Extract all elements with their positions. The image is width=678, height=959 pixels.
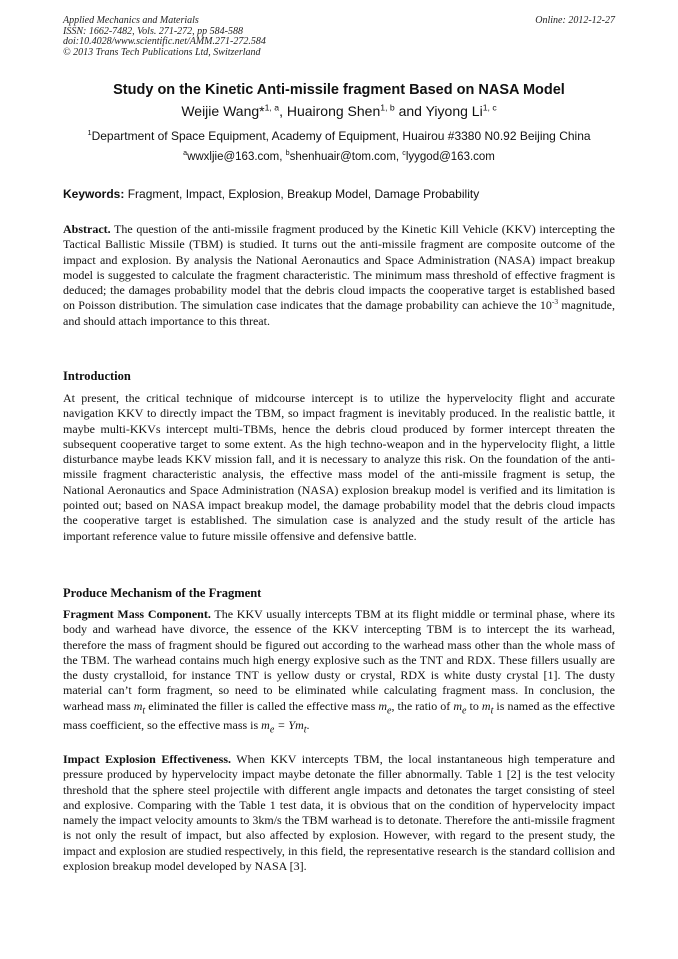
issn: ISSN: 1662-7482, Vols. 271-272, pp 584-588: [63, 25, 243, 37]
fmc-text-5: is named as the effective mass coefficient, so the effective mass is: [63, 698, 616, 733]
abstract: [63, 222, 615, 329]
email-b-sup: b: [285, 149, 290, 158]
equation: [261, 718, 307, 736]
online-date: Online: 2012-12-27: [535, 15, 615, 26]
math-mt-base: m: [133, 698, 143, 713]
abstract-text-1: The question of the anti-missile fragment produced by the Kinetic Kill Vehicle (KKV) intercepting the Tactical Ballistic Missile (TBM) is studied. It turns out the anti-missile fragment are composite outcome of the impact and explosion. By analysis the National Aeronautics and Space Administration (NASA) impact breakup model is suggested to calculate the fragment characteristic. The minimum mass threshold of effective fragment is deduced; the damages probability model that the debris cloud impacts the cooperative target is established based on Poisson distribution. The simulation case indicates that the damage probability can achieve the 10: [63, 222, 615, 313]
fmc-text-2: eliminated the filler is called the effective mass: [145, 698, 379, 713]
equation-rhs: = Ym: [274, 718, 304, 733]
authors: [40, 103, 638, 119]
email-c-sup: c: [402, 149, 406, 158]
keywords-label: Keywords:: [63, 187, 125, 201]
abstract-text-2: magnitude, and should attach importance to this threat.: [63, 298, 615, 328]
abstract-exponent: -3: [551, 297, 559, 307]
email-c: lyygod@163.com: [405, 151, 495, 163]
affiliation-text: Department of Space Equipment, Academy of Equipment, Huairou #3380 N0.92 Beijing China: [91, 129, 591, 143]
math-me-sub: e: [387, 705, 392, 717]
introduction-heading: Introduction: [63, 369, 131, 383]
iee-text: When KKV intercepts TBM, the local instantaneous high temperature and pressure produced by hypervelocity impact maybe detonate the filler abnormally. Table 1 [2] is the test velocity threshold that the sphere steel projectile with different angle impacts and detonates the target consisting of steel and explosive. Comparing with the Table 1 test data, it is obvious that on the condition of hypervelocity impact namely the impact velocity amounts to 3km/s the TBM warhead is to detonate. Therefore the anti-missile fragment is not only the result of impact, but also affected by explosion. However, with regard to the present study, the impact and explosion are studied respectively, in this field, the representative research is the standard collision and explosion breakup model developed by NASA [3].: [63, 752, 615, 874]
math-mt-2: [481, 698, 494, 717]
mechanism-heading: Produce Mechanism of the Fragment: [63, 586, 262, 600]
iee-label: Impact Explosion Effectiveness.: [63, 752, 232, 766]
doi: doi:10.4028/www.scientific.net/AMM.271-272.584: [63, 36, 266, 48]
math-me-2-base: m: [453, 698, 463, 713]
math-me: [378, 698, 392, 717]
fmc-text-6: .: [306, 718, 310, 733]
fmc-text-1: The KKV usually intercepts TBM at its flight middle or terminal phase, where its body and warhead have divorce, the essence of the KKV intercepting TBM is to intercept the its warhead, therefore the mass of fragment should be figured out according to the warhead mass other than the whole mass of the TBM. The warhead contains much high energy explosive such as the TNT and RDX. These fillers usually are the dusty crystalloid, for instance TNT is yellow dusty or crystal, RDX is white dusty crystal [1]. The dusty material can’t form fragment, so need to be eliminated while calculating fragment mass. In conclusion, the warhead mass: [63, 607, 615, 713]
emails: [40, 151, 638, 163]
equation-lhs: m: [261, 718, 270, 733]
author-1-sup: 1, a: [264, 102, 280, 113]
email-b: shenhuair@tom.com,: [289, 151, 403, 163]
impact-explosion-paragraph: [63, 752, 615, 874]
author-1: Weijie Wang*: [181, 103, 265, 119]
paper-title: Study on the Kinetic Anti-missile fragment Based on NASA Model: [113, 82, 565, 98]
affiliation: [40, 129, 638, 143]
author-2-sup: 1, b: [380, 102, 395, 113]
math-mt-2-base: m: [481, 698, 491, 713]
email-a-sup: a: [183, 149, 188, 158]
math-mt-sub: t: [142, 705, 146, 717]
author-2: , Huairong Shen: [279, 103, 381, 119]
fmc-text-3: , the ratio of: [391, 698, 454, 713]
keywords-text: Fragment, Impact, Explosion, Breakup Model, Damage Probability: [124, 187, 480, 201]
math-mt-2-sub: t: [490, 705, 494, 717]
author-3-sup: 1, c: [482, 102, 497, 113]
introduction-body: At present, the critical technique of midcourse intercept is to utilize the hypervelocity flight and accurate navigation KKV to directly impact the TBM, so impact fragment is inevitably produced. In the realistic battle, it maybe multi-KKVs intercept multi-TBMs, hence the debris cloud produced by former intercept threaten the subsequent cooperative target to some extent. As the high techno-weapon and in the hypervelocity flight, a little disturbance maybe leads KKV mission fall, and it is necessary to analyze this risk. On the foundation of the anti-missile fragment characteristic analysis, the effective mass model of the anti-missile fragment is setup, the National Aeronautics and Space Administration (NASA) explosion breakup model is verified and its limitation is pointed out; based on NASA impact breakup model, the damage probability model that the debris cloud impacts the cooperative target is established. The simulation case is analyzed and the study result of the article has important reference value to future missile offensive and defensive battle.: [63, 391, 615, 543]
equation-rhs-sub: t: [303, 724, 307, 736]
math-me-base: m: [378, 698, 388, 713]
equation-lhs-sub: e: [269, 724, 275, 736]
math-me-2-sub: e: [462, 705, 467, 717]
fmc-text-4: to: [466, 698, 482, 713]
email-a: wwxljie@163.com,: [187, 151, 286, 163]
math-me-2: [453, 698, 467, 717]
copyright: © 2013 Trans Tech Publications Ltd, Switzerland: [63, 46, 261, 58]
abstract-label: Abstract.: [63, 222, 111, 236]
author-3: and Yiyong Li: [394, 103, 483, 119]
fmc-label: Fragment Mass Component.: [63, 607, 211, 621]
math-mt: [133, 698, 146, 717]
fragment-mass-paragraph: [63, 607, 615, 738]
journal-name: Applied Mechanics and Materials: [63, 15, 199, 26]
affiliation-sup: 1: [87, 128, 92, 137]
journal-header: [63, 16, 615, 58]
keywords: [63, 187, 615, 201]
